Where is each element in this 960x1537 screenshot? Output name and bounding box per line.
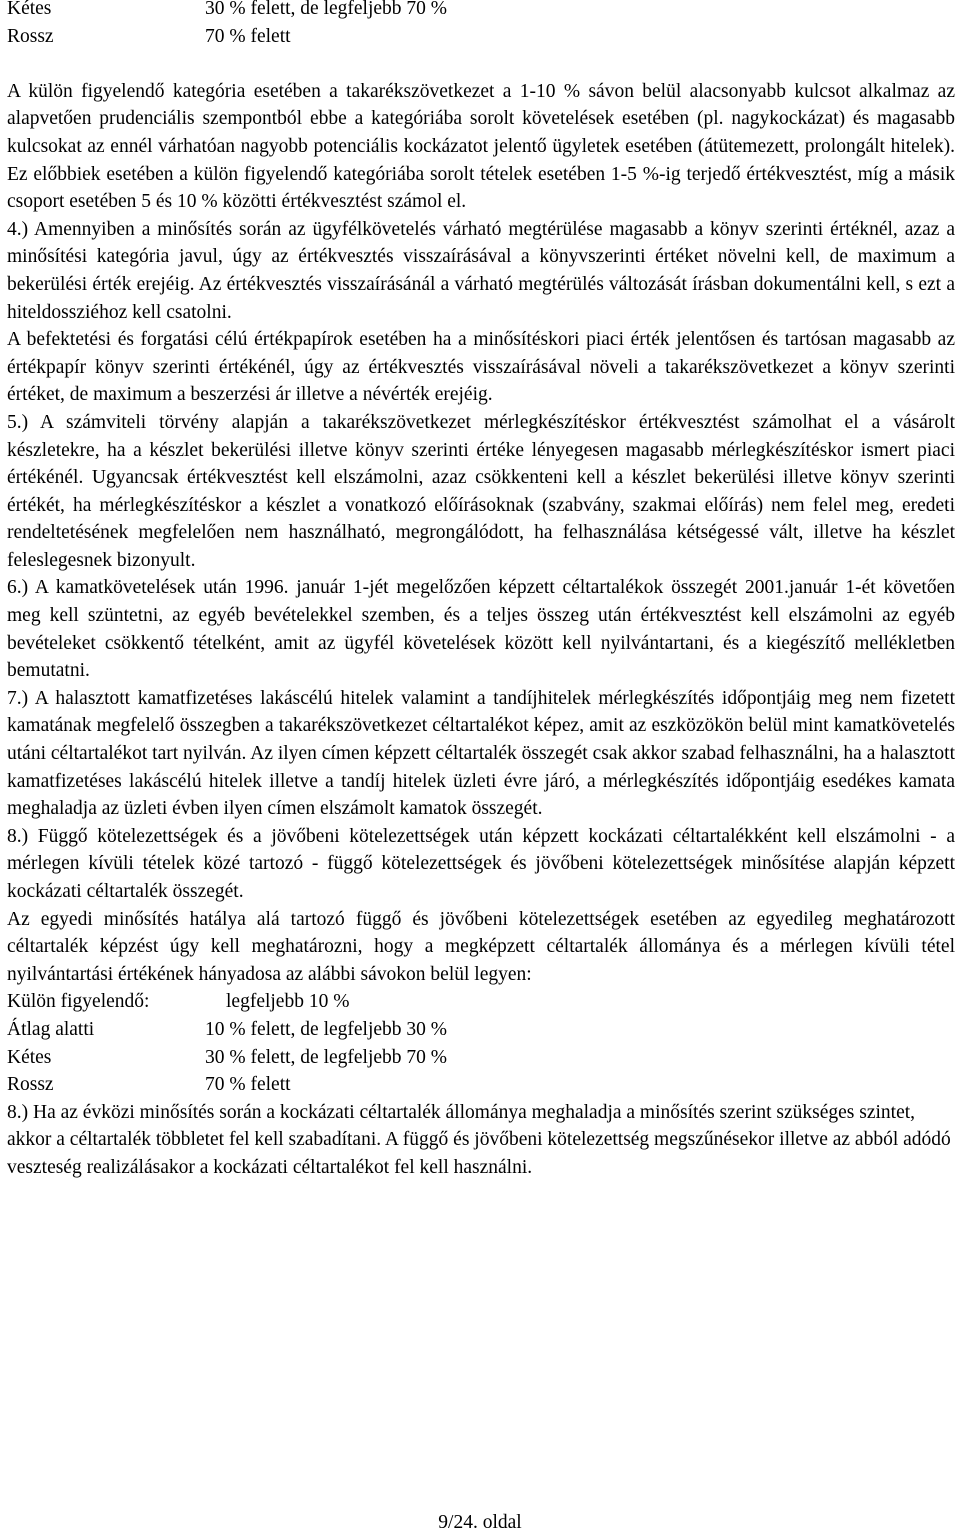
category-value: 70 % felett	[205, 1074, 291, 1096]
category-label: Kétes	[7, 0, 52, 19]
paragraph: 7.) A halasztott kamatfizetéses lakáscélú hitelek valamint a tandíjhitelek mérlegkészítés időpontjáig meg nem fizetett kamatának megfelelő összegben a takarékszövetkezet céltartalékot képez, amit az eszközökön belül mint kamatkövetelés utáni céltartalékot tart nyilván. Az ilyen címen képzett céltartalék összegét csak akkor szabad felhasználni, ha a halasztott kamatfizetéses lakáscélú hitelek illetve a tandíj hitelek üzleti évre járó, a mérlegkészítés időpontjáig esedékes kamata meghaladja az üzleti évben ilyen címen elszámolt kamatok összegét.	[7, 687, 955, 820]
paragraph: A befektetési és forgatási célú értékpapírok esetében ha a minősítéskori piaci érték jelentősen és tartósan magasabb az értékpapír könyv szerinti értékénél, úgy az értékvesztés visszaírásával növeli a takarékszövetkezet a könyv szerinti értéket, de maximum a beszerzési ár illetve a névérték erejéig.	[7, 329, 955, 406]
final-paragraph: 8.) Ha az évközi minősítés során a kockázati céltartalék állománya meghaladja a minősítés szerint szükséges szintet, akkor a céltartalék többletet fel kell szabadítani. A függő és jövőbeni kötelezettség megszűnésekor illetve az abból adódó veszteség realizálásakor a kockázati céltartalékot fel kell használni.	[7, 1101, 951, 1178]
paragraph: 8.) Függő kötelezettségek és a jövőbeni kötelezettségek után képzett kockázati céltartalékként kell elszámolni - a mérlegen kívüli tételek közé tartozó - függő kötelezettségek és jövőbeni kötelezettségek minősítése alapján képzett kockázati céltartalék összegét.	[7, 825, 955, 902]
table-row	[7, 1044, 955, 1072]
paragraph: 6.) A kamatkövetelések után 1996. január 1-jét megelőzően képzett céltartalékok összegét 2001.január 1-ét követően meg kell szüntetni, az egyéb bevételekkel szemben, és a teljes összeg után értékvesztést kell elszámolni az egyéb bevételeket csökkentő tételként, amit az ügyfél követelések között kell nyilvántartani, és a kiegészítő mellékletben bemutatni.	[7, 577, 955, 682]
table-row	[7, 988, 955, 1016]
category-value: 30 % felett, de legfeljebb 70 %	[205, 0, 448, 19]
category-value: 30 % felett, de legfeljebb 70 %	[205, 1046, 448, 1068]
paragraph: Az egyedi minősítés hatálya alá tartozó függő és jövőbeni kötelezettségek esetében az egyedileg meghatározott céltartalék képzést úgy kell meghatározni, hogy a megképzett céltartalék állománya és a mérlegen kívüli tétel nyilvántartási értékének hányadosa az alábbi sávokon belül legyen:	[7, 908, 955, 985]
category-label: Külön figyelendő:	[7, 991, 150, 1013]
category-label: Kétes	[7, 1046, 52, 1068]
blank-line	[7, 50, 955, 78]
paragraph: 5.) A számviteli törvény alapján a takarékszövetkezet mérlegkészítéskor értékvesztést számolhat el a vásárolt készletekre, ha a készlet bekerülési illetve könyv szerinti értéke lényegesen magasabb mérlegkészítéskor ismert piaci értékénél. Ugyancsak értékvesztést kell elszámolni, azaz csökkenteni kell a készlet bekerülési illetve könyv szerinti értékét, ha mérlegkészítéskor a készlet a vonatkozó előírásoknak (szabvány, szakmai előírás) nem felel meg, eredeti rendeltetésének megfelelően nem használható, megrongálódott, ha felhasználása kétségessé vált, illetve ha készlet feleslegesnek bizonyult.	[7, 411, 955, 571]
paragraph: 4.) Amennyiben a minősítés során az ügyfélkövetelés várható megtérülése magasabb a könyv szerinti értéknél, azaz a minősítési kategória javul, úgy az értékvesztés visszaírásával a könyvszerinti értéket növelni kell, de maximum a bekerülési érték erejéig. Az értékvesztés visszaírásánál a várható megtérülés változását írásban dokumentálni kell, s ezt a hiteldossziéhoz kell csatolni.	[7, 218, 955, 323]
paragraph: A külön figyelendő kategória esetében a takarékszövetkezet a 1-10 % sávon belül alacsonyabb kulcsot alkalmaz az alapvetően prudenciális szempontból ebbe a kategóriába sorolt követelések esetében (pl. nagykockázat) és magasabb kulcsokat az ennél várhatóan nagyobb potenciális kockázatot jelentő ügyletek esetében (átütemezett, prolongált hitelek). Ez előbbiek esetében a külön figyelendő kategóriába sorolt tételek esetében 1-5 %-ig terjedő értékvesztést, míg a másik csoport esetében 5 és 10 % közötti értékvesztést számol el.	[7, 80, 955, 213]
document-page	[7, 0, 955, 1182]
category-value: 70 % felett	[205, 25, 291, 47]
category-value: legfeljebb 10 %	[226, 991, 350, 1013]
table-row	[7, 1071, 955, 1099]
page-number: 9/24. oldal	[438, 1512, 522, 1533]
table-row	[7, 0, 955, 23]
table-row	[7, 23, 955, 51]
table-row	[7, 1016, 955, 1044]
category-value: 10 % felett, de legfeljebb 30 %	[205, 1018, 448, 1040]
category-label: Átlag alatti	[7, 1018, 95, 1040]
category-label: Rossz	[7, 25, 54, 47]
category-label: Rossz	[7, 1074, 54, 1096]
